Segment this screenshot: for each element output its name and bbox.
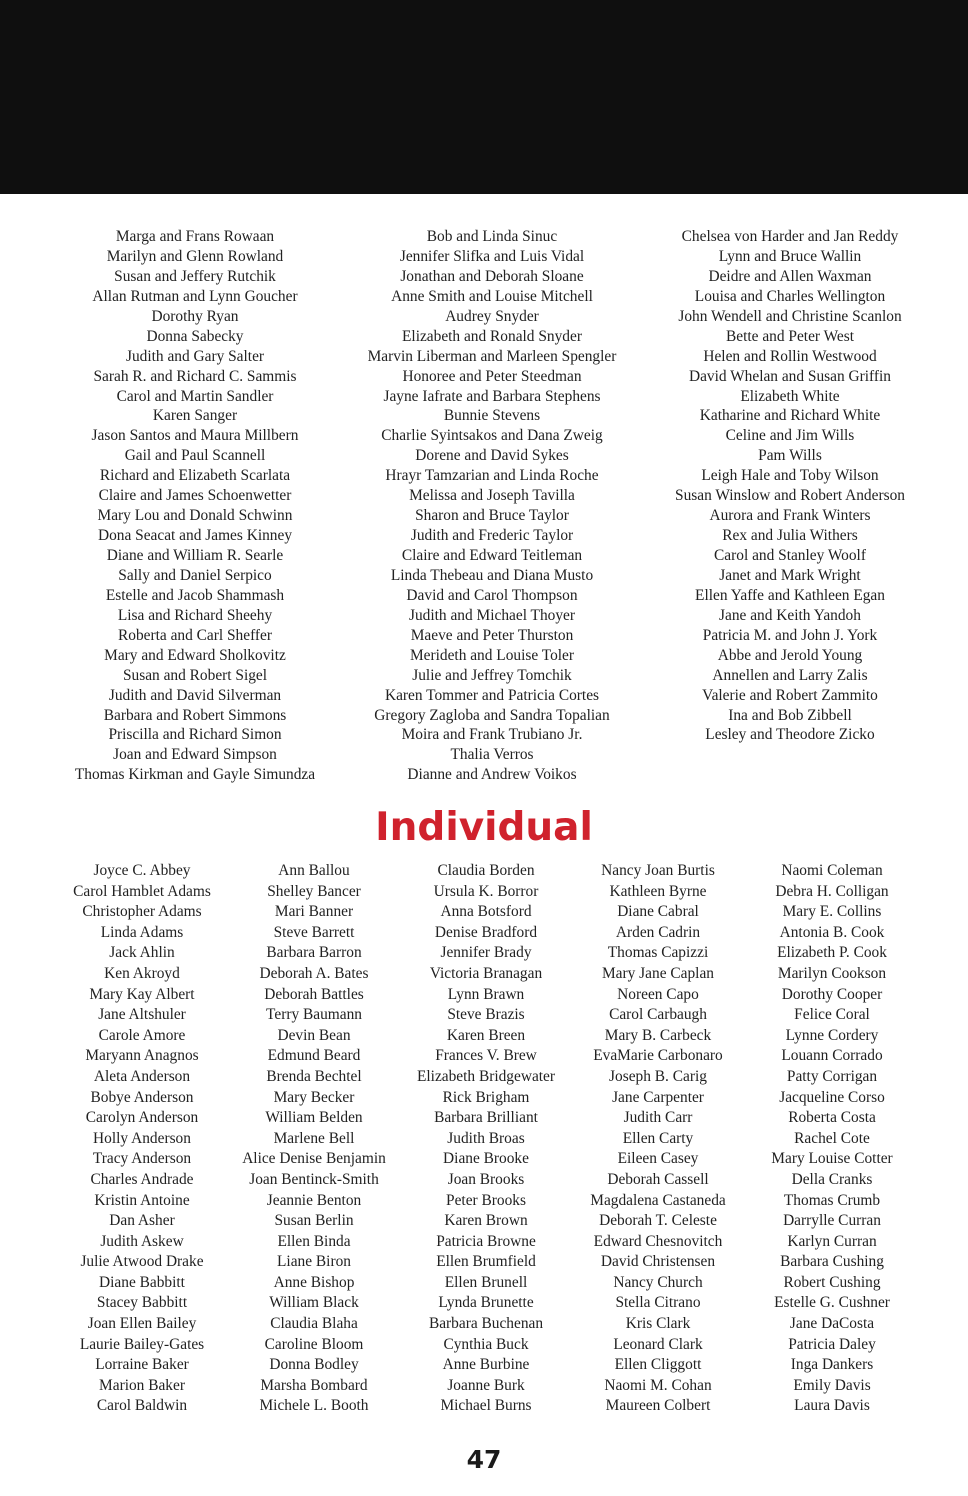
donor-name: Ellen Binda: [277, 1232, 351, 1250]
donor-name: Naomi M. Cohan: [604, 1376, 712, 1394]
donor-name: Edmund Beard: [267, 1047, 361, 1065]
individual-column-1: [56, 861, 228, 1417]
donor-name: Valerie and Robert Zammito: [702, 686, 878, 704]
donor-name: Dorothy Ryan: [151, 307, 239, 325]
donor-name: Barbara Cushing: [780, 1253, 884, 1271]
donor-name: Gail and Paul Scannell: [124, 447, 266, 465]
donor-name: Dianne and Andrew Voikos: [407, 766, 577, 784]
donor-name: Marion Baker: [99, 1376, 185, 1394]
donor-name: Karlyn Curran: [787, 1232, 877, 1250]
donor-name: Claire and James Schoenwetter: [98, 487, 292, 505]
donor-name: Judith and Michael Thoyer: [409, 606, 575, 624]
donor-name: Christopher Adams: [82, 903, 202, 921]
donor-name: Jason Santos and Maura Millbern: [91, 427, 299, 445]
donor-name: David Christensen: [600, 1253, 716, 1271]
donor-name: Maryann Anagnos: [85, 1047, 199, 1065]
donor-name: Peter Brooks: [446, 1191, 526, 1209]
donor-name: Donna Bodley: [269, 1356, 359, 1374]
donor-name: Ann Ballou: [278, 862, 350, 879]
donor-name: Linda Thebeau and Diana Musto: [390, 566, 594, 584]
donor-name: Jacqueline Corso: [779, 1088, 885, 1106]
donor-name: Louann Corrado: [781, 1047, 883, 1065]
donor-name: Thalia Verros: [450, 746, 534, 764]
donor-name: Louisa and Charles Wellington: [694, 287, 886, 305]
donor-name: Karen Breen: [446, 1026, 526, 1044]
donor-name: Mary B. Carbeck: [604, 1026, 712, 1044]
donor-name: Laurie Bailey-Gates: [79, 1335, 205, 1353]
donor-name: Joanne Burk: [447, 1376, 525, 1394]
donor-name: Joan Bentinck-Smith: [249, 1170, 379, 1188]
donor-name: Barbara Buchenan: [428, 1315, 544, 1333]
section-heading-individual: Individual: [375, 805, 593, 850]
donor-name: Chelsea von Harder and Jan Reddy: [681, 228, 899, 245]
donor-name: Carol and Stanley Woolf: [714, 547, 866, 564]
donor-name: Laura Davis: [794, 1397, 870, 1415]
donor-name: Ellen Brunell: [444, 1273, 528, 1291]
donor-name: Devin Bean: [277, 1026, 351, 1044]
donor-name: Bobye Anderson: [90, 1088, 194, 1106]
donor-name: Joan Ellen Bailey: [87, 1315, 197, 1333]
donor-name: Nancy Joan Burtis: [601, 862, 715, 879]
donor-name: Gregory Zagloba and Sandra Topalian: [374, 706, 610, 724]
donor-name: Edward Chesnovitch: [593, 1232, 723, 1250]
donor-name: David and Carol Thompson: [406, 586, 578, 604]
donor-name: Michele L. Booth: [259, 1397, 369, 1415]
donor-name: Roberta Costa: [788, 1109, 876, 1127]
donor-name: Eileen Casey: [617, 1150, 699, 1168]
donor-name: Merideth and Louise Toler: [409, 646, 575, 664]
header-band: [0, 0, 968, 194]
donor-name: Carol Baldwin: [96, 1397, 188, 1415]
donor-name: Judith and Frederic Taylor: [410, 527, 574, 545]
donor-name: Karen Tommer and Patricia Cortes: [384, 686, 600, 704]
donor-name: Emily Davis: [793, 1376, 871, 1394]
donor-name: Rachel Cote: [794, 1129, 870, 1147]
donor-name: Mary and Edward Sholkovitz: [104, 646, 286, 664]
couples-column-2: [342, 227, 642, 785]
donor-name: Estelle G. Cushner: [774, 1294, 890, 1312]
donor-name: Diane Babbitt: [99, 1273, 185, 1291]
donor-name: Carole Amore: [98, 1026, 186, 1044]
donor-name: Jennifer Brady: [440, 944, 532, 962]
donor-name: Sharon and Bruce Taylor: [415, 507, 569, 525]
donor-name: Diane Cabral: [617, 903, 699, 921]
donor-name: Deborah A. Bates: [259, 964, 369, 982]
donor-name: William Belden: [265, 1109, 363, 1127]
donor-name: Julie and Jeffrey Tomchik: [412, 666, 572, 684]
donor-name: Aleta Anderson: [93, 1067, 191, 1085]
donor-name: Mary Louise Cotter: [771, 1150, 893, 1168]
donor-name: Jane DaCosta: [789, 1315, 875, 1333]
donor-name: Della Cranks: [791, 1170, 873, 1188]
donor-name: Lynne Cordery: [785, 1026, 879, 1044]
individual-column-3: [400, 861, 572, 1417]
donor-name: Denise Bradford: [434, 923, 538, 941]
donor-name: Judith Askew: [100, 1232, 184, 1250]
donor-name: Estelle and Jacob Shammash: [105, 586, 285, 604]
donor-name: Honoree and Peter Steedman: [402, 367, 582, 385]
donor-name: Cynthia Buck: [443, 1335, 529, 1353]
donor-name: Robert Cushing: [783, 1273, 881, 1291]
couples-column-1: [45, 227, 345, 785]
donor-name: Jane Altshuler: [98, 1006, 186, 1024]
donor-name: Pam Wills: [758, 447, 822, 465]
donor-name: Ursula K. Borror: [433, 882, 539, 900]
donor-name: Joyce C. Abbey: [93, 862, 191, 879]
donor-name: Elizabeth P. Cook: [777, 944, 887, 962]
donor-name: Jonathan and Deborah Sloane: [400, 267, 584, 285]
donor-name: Maeve and Peter Thurston: [410, 626, 574, 644]
donor-name: Inga Dankers: [790, 1356, 874, 1374]
donor-name: Alice Denise Benjamin: [242, 1150, 386, 1168]
donor-name: Anna Botsford: [440, 903, 532, 921]
donor-name: Maureen Colbert: [605, 1397, 711, 1415]
donor-name: Mary Jane Caplan: [602, 964, 714, 982]
donor-name: Kristin Antoine: [94, 1191, 190, 1209]
donor-name: Lesley and Theodore Zicko: [705, 726, 875, 744]
donor-name: Bob and Linda Sinuc: [426, 228, 558, 245]
donor-name: Annellen and Larry Zalis: [712, 666, 868, 684]
donor-name: Bunnie Stevens: [443, 407, 541, 425]
donor-name: Helen and Rollin Westwood: [703, 347, 877, 365]
donor-name: Mary E. Collins: [782, 903, 882, 921]
donor-name: Barbara Barron: [266, 944, 362, 962]
donor-name: Anne Smith and Louise Mitchell: [391, 287, 593, 305]
couples-column-3: [640, 227, 940, 745]
donor-name: Jeannie Benton: [266, 1191, 362, 1209]
donor-name: Nancy Church: [613, 1273, 703, 1291]
donor-name: Claudia Blaha: [270, 1315, 358, 1333]
donor-name: Jane and Keith Yandoh: [719, 606, 861, 624]
donor-name: Dona Seacat and James Kinney: [97, 527, 293, 545]
donor-name: Stacey Babbitt: [96, 1294, 188, 1312]
donor-name: Deidre and Allen Waxman: [708, 267, 872, 285]
donor-name: Abbe and Jerold Young: [717, 646, 863, 664]
donor-name: Judith and David Silverman: [108, 686, 282, 704]
donor-name: Terry Baumann: [266, 1006, 362, 1024]
donor-name: Deborah Battles: [264, 985, 364, 1003]
donor-name: Patricia M. and John J. York: [702, 626, 878, 644]
donor-name: Priscilla and Richard Simon: [108, 726, 282, 744]
donor-name: Moira and Frank Trubiano Jr.: [401, 726, 583, 744]
donor-name: Joseph B. Carig: [609, 1067, 707, 1085]
donor-name: Linda Adams: [100, 923, 184, 941]
donor-name: Dorothy Cooper: [781, 985, 883, 1003]
donor-name: Jane Carpenter: [612, 1088, 704, 1106]
donor-name: Felice Coral: [794, 1006, 870, 1024]
donor-name: Lynda Brunette: [438, 1294, 534, 1312]
individual-column-4: [572, 861, 744, 1417]
donor-name: Marilyn and Glenn Rowland: [106, 247, 284, 265]
donor-name: Antonia B. Cook: [779, 923, 885, 941]
donor-name: Diane and William R. Searle: [106, 547, 284, 564]
donor-name: Patricia Browne: [436, 1232, 536, 1250]
donor-name: Celine and Jim Wills: [725, 427, 855, 445]
donor-name: Thomas Crumb: [783, 1191, 881, 1209]
donor-name: Rick Brigham: [442, 1088, 530, 1106]
donor-name: Susan Berlin: [274, 1212, 354, 1230]
donor-name: Charlie Syintsakos and Dana Zweig: [381, 427, 603, 445]
donor-name: Marlene Bell: [273, 1129, 355, 1147]
donor-name: Richard and Elizabeth Scarlata: [99, 467, 291, 485]
donor-name: Brenda Bechtel: [266, 1067, 362, 1085]
donor-name: Kathleen Byrne: [609, 882, 707, 900]
donor-name: Deborah T. Celeste: [599, 1212, 717, 1230]
donor-name: Marga and Frans Rowaan: [115, 228, 275, 245]
donor-name: Judith and Gary Salter: [125, 347, 265, 365]
donor-name: Thomas Kirkman and Gayle Simundza: [74, 766, 316, 784]
donor-name: Karen Sanger: [152, 407, 238, 425]
donor-name: Sarah R. and Richard C. Sammis: [93, 367, 297, 385]
donor-name: Roberta and Carl Sheffer: [118, 626, 272, 644]
donor-name: Carolyn Anderson: [85, 1109, 199, 1127]
donor-name: Leigh Hale and Toby Wilson: [701, 467, 879, 485]
donor-name: Donna Sabecky: [146, 327, 244, 345]
donor-name: Steve Barrett: [273, 923, 355, 941]
donor-name: Frances V. Brew: [435, 1047, 537, 1065]
donor-name: Joan Brooks: [447, 1170, 525, 1188]
donor-name: Mary Lou and Donald Schwinn: [97, 507, 293, 525]
donor-name: Ellen Cliggott: [614, 1356, 702, 1374]
donor-name: Marsha Bombard: [260, 1376, 368, 1394]
donor-name: Susan and Robert Sigel: [122, 666, 268, 684]
donor-name: Susan Winslow and Robert Anderson: [675, 487, 905, 505]
donor-name: Anne Burbine: [442, 1356, 530, 1374]
donor-name: Melissa and Joseph Tavilla: [409, 487, 575, 505]
donor-name: Rex and Julia Withers: [722, 527, 858, 545]
donor-name: Caroline Bloom: [264, 1335, 364, 1353]
donor-name: Barbara and Robert Simmons: [103, 706, 287, 724]
donor-name: William Black: [269, 1294, 359, 1312]
donor-name: Mary Becker: [273, 1088, 355, 1106]
donor-name: Sally and Daniel Serpico: [118, 566, 272, 584]
donor-name: Judith Carr: [623, 1109, 693, 1127]
donor-name: Carol Carbaugh: [609, 1006, 707, 1024]
donor-name: Claudia Borden: [437, 862, 535, 879]
donor-name: Elizabeth White: [740, 387, 840, 405]
donor-name: Mary Kay Albert: [89, 985, 195, 1003]
donor-name: Julie Atwood Drake: [80, 1253, 204, 1271]
donor-name: EvaMarie Carbonaro: [593, 1047, 723, 1065]
donor-name: Barbara Brilliant: [434, 1109, 538, 1127]
donor-name: Patty Corrigan: [786, 1067, 878, 1085]
donor-name: Janet and Mark Wright: [719, 566, 861, 584]
donor-name: Ellen Yaffe and Kathleen Egan: [695, 586, 885, 604]
donor-name: Anne Bishop: [273, 1273, 355, 1291]
donor-name: Diane Brooke: [443, 1150, 529, 1168]
donor-name: Victoria Branagan: [429, 964, 543, 982]
donor-name: David Whelan and Susan Griffin: [688, 367, 892, 385]
donor-name: Aurora and Frank Winters: [709, 507, 871, 525]
donor-name: John Wendell and Christine Scanlon: [678, 307, 902, 325]
donor-name: Lorraine Baker: [95, 1356, 189, 1374]
donor-name: Shelley Bancer: [267, 882, 361, 900]
donor-name: Ina and Bob Zibbell: [728, 706, 852, 724]
donor-name: Katharine and Richard White: [699, 407, 881, 425]
donor-name: Elizabeth Bridgewater: [416, 1067, 556, 1085]
page-number: 47: [466, 1445, 502, 1474]
donor-name: Lynn Brawn: [447, 985, 525, 1003]
donor-name: Joan and Edward Simpson: [113, 746, 277, 764]
donor-name: Carol and Martin Sandler: [116, 387, 274, 405]
donor-name: Dorene and David Sykes: [415, 447, 569, 465]
donor-name: Naomi Coleman: [781, 862, 883, 879]
donor-name: Darrylle Curran: [783, 1212, 881, 1230]
donor-name: Patricia Daley: [788, 1335, 876, 1353]
donor-name: Bette and Peter West: [726, 327, 854, 345]
donor-name: Noreen Capo: [617, 985, 699, 1003]
individual-column-2: [228, 861, 400, 1417]
donor-name: Susan and Jeffery Rutchik: [114, 267, 276, 285]
donor-name: Jayne Iafrate and Barbara Stephens: [383, 387, 601, 405]
donor-name: Michael Burns: [440, 1397, 532, 1415]
donor-name: Allan Rutman and Lynn Goucher: [92, 287, 298, 305]
donor-name: Holly Anderson: [93, 1129, 191, 1147]
donor-name: Audrey Snyder: [445, 307, 539, 325]
donor-name: Karen Brown: [444, 1212, 528, 1230]
donor-name: Stella Citrano: [615, 1294, 701, 1312]
donor-name: Arden Cadrin: [615, 923, 701, 941]
donor-name: Ken Akroyd: [104, 964, 180, 982]
donor-name: Kris Clark: [625, 1315, 691, 1333]
donor-name: Claire and Edward Teitleman: [401, 547, 583, 564]
donor-name: Jack Ahlin: [109, 944, 175, 962]
donor-name: Judith Broas: [447, 1129, 525, 1147]
donor-name: Lynn and Bruce Wallin: [718, 247, 862, 265]
donor-name: Carol Hamblet Adams: [73, 882, 211, 900]
donor-name: Leonard Clark: [613, 1335, 703, 1353]
individual-column-5: [744, 861, 920, 1417]
donor-name: Ellen Brumfield: [436, 1253, 536, 1271]
donor-name: Debra H. Colligan: [775, 882, 889, 900]
donor-name: Mari Banner: [274, 903, 354, 921]
donor-name: Charles Andrade: [90, 1170, 194, 1188]
donor-name: Tracy Anderson: [92, 1150, 192, 1168]
donor-name: Steve Brazis: [447, 1006, 525, 1024]
donor-name: Deborah Cassell: [607, 1170, 709, 1188]
donor-name: Ellen Carty: [622, 1129, 694, 1147]
donor-name: Jennifer Slifka and Luis Vidal: [399, 247, 585, 265]
donor-name: Marvin Liberman and Marleen Spengler: [367, 347, 617, 365]
donor-name: Lisa and Richard Sheehy: [117, 606, 273, 624]
donor-name: Thomas Capizzi: [607, 944, 709, 962]
donor-name: Magdalena Castaneda: [590, 1191, 726, 1209]
donor-name: Elizabeth and Ronald Snyder: [402, 327, 582, 345]
donor-name: Dan Asher: [109, 1212, 175, 1230]
donor-name: Marilyn Cookson: [777, 964, 887, 982]
donor-name: Liane Biron: [277, 1253, 351, 1271]
donor-name: Hrayr Tamzarian and Linda Roche: [385, 467, 599, 485]
